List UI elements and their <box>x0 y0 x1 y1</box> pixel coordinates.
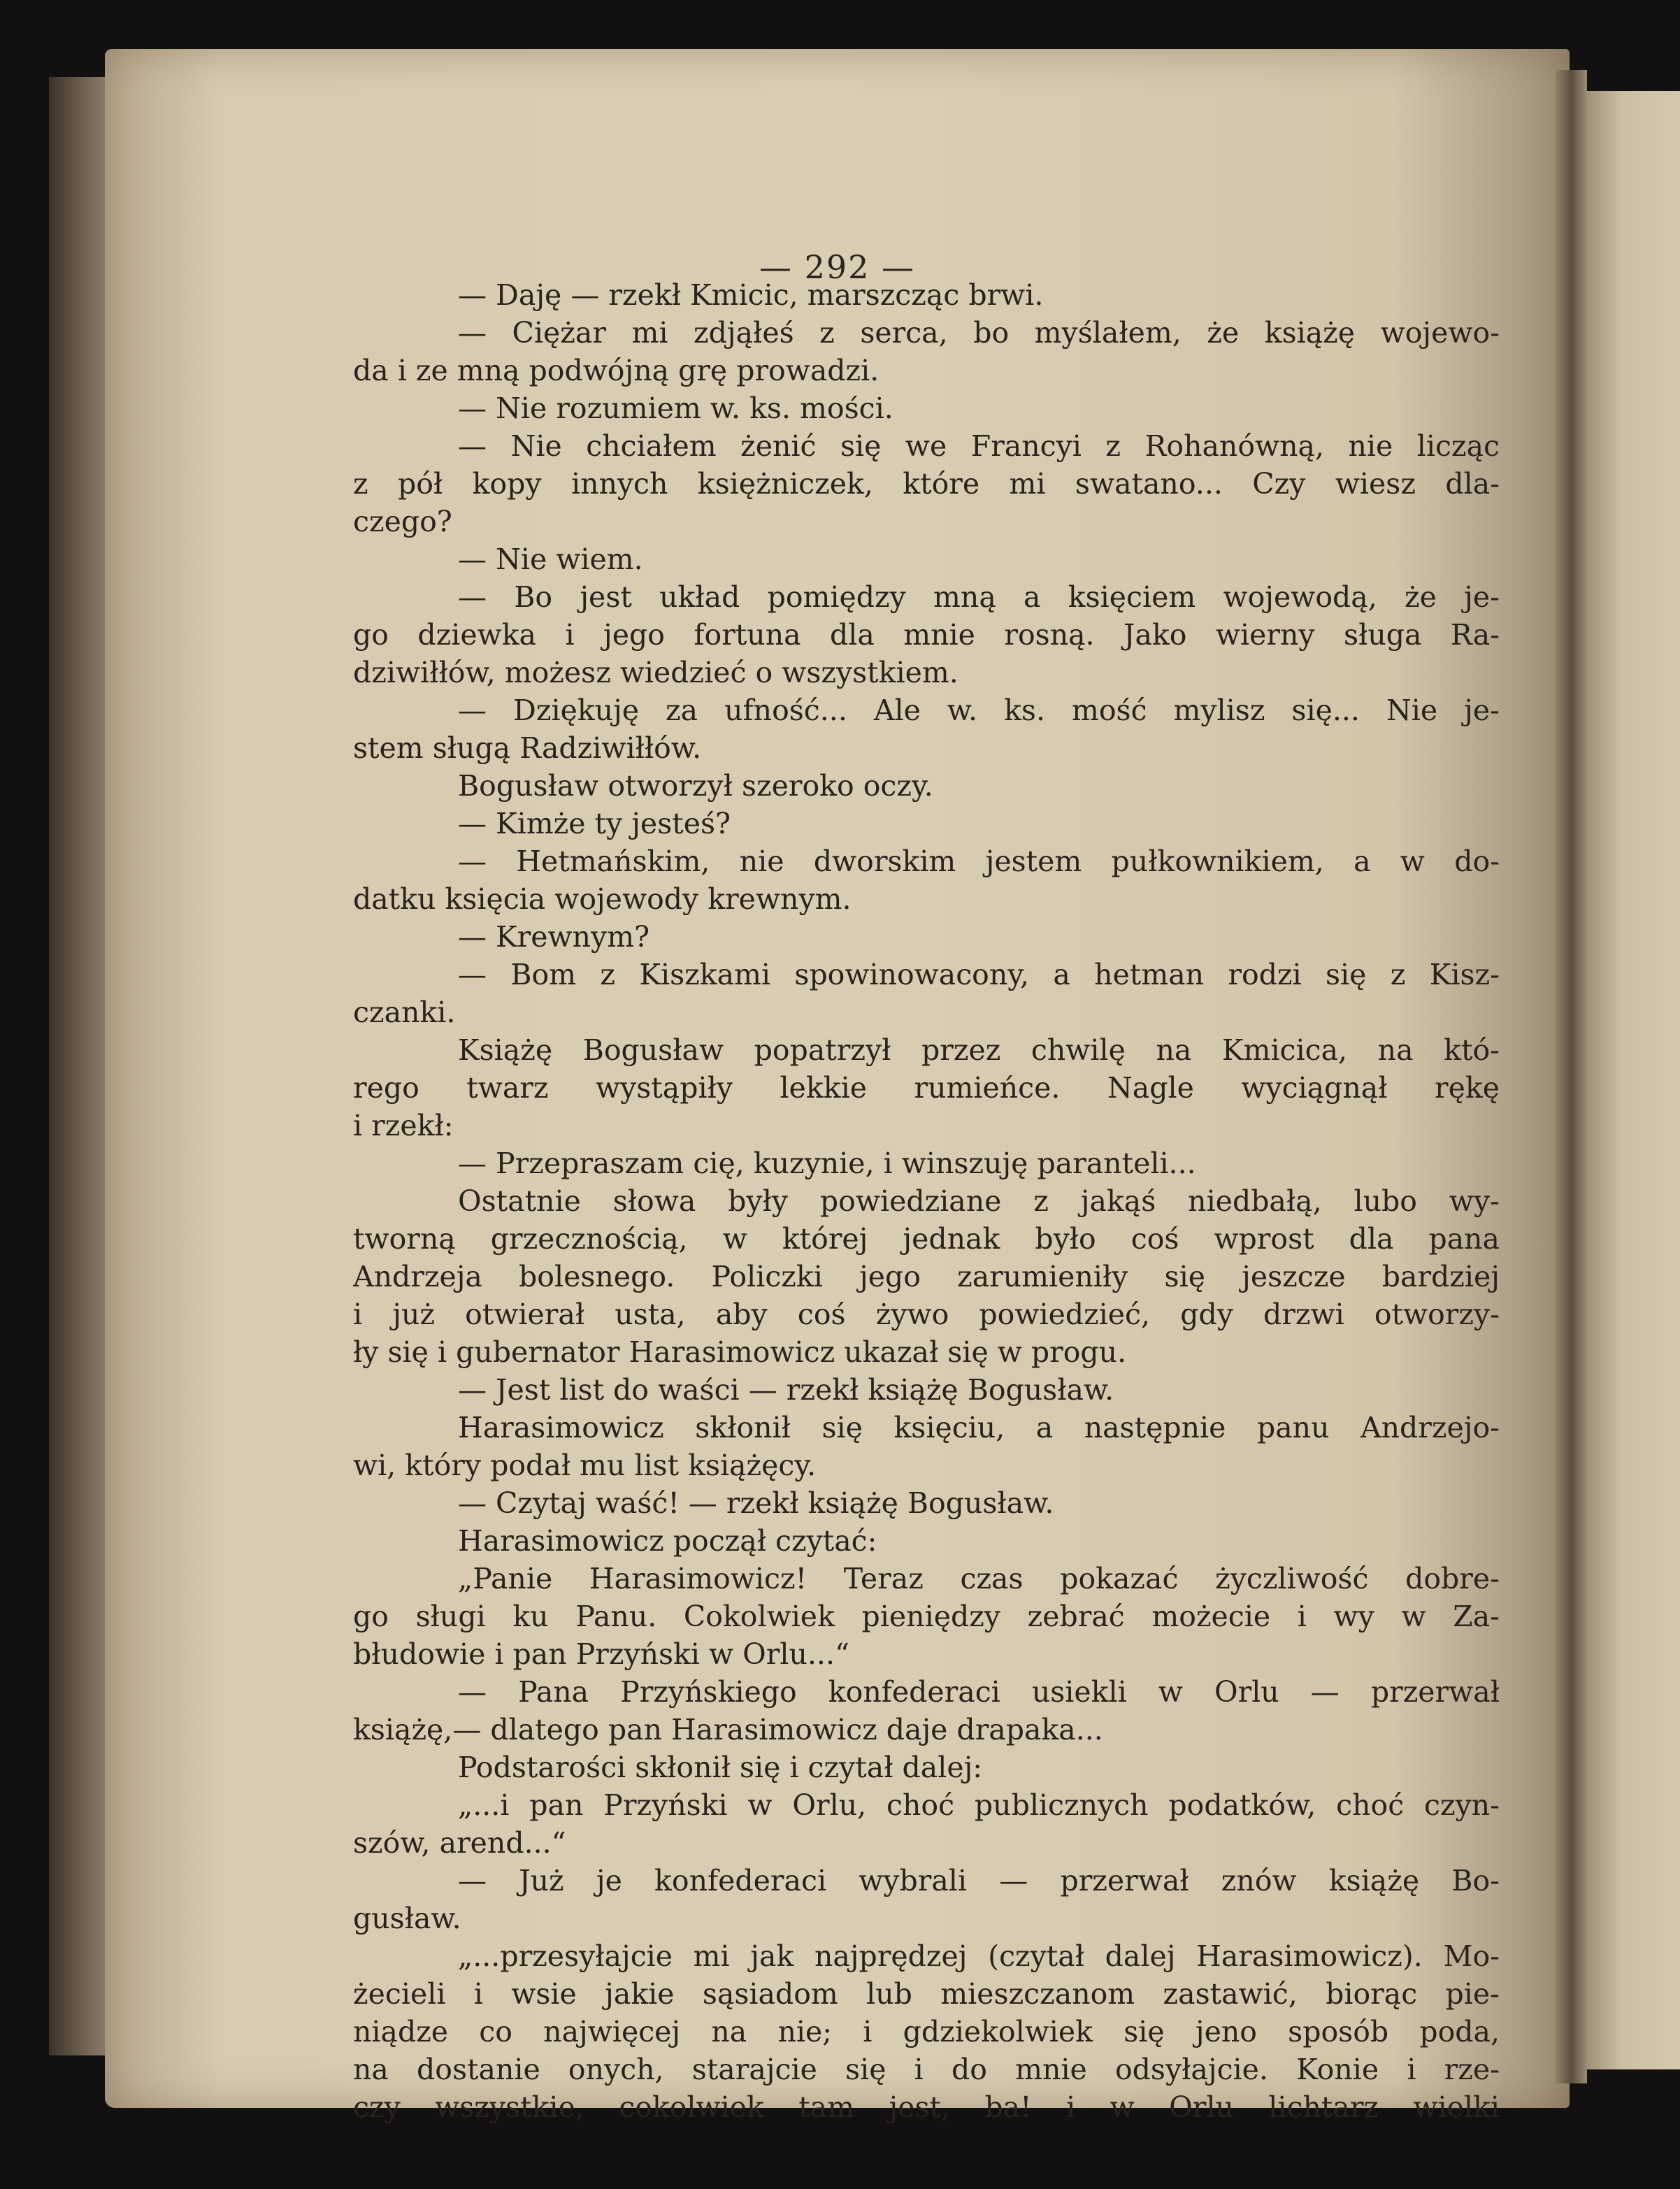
text-line: czego? <box>353 505 452 538</box>
text-line: błudowie i pan Przyński w Orlu...“ <box>353 1637 849 1671</box>
text-line: go dziewka i jego fortuna dla mnie rosną. Jako wierny sługa Ra- <box>353 618 1500 652</box>
text-line: szów, arend...“ <box>353 1826 566 1860</box>
text-line: — Nie rozumiem w. ks. mości. <box>458 392 893 425</box>
text-line: ły się i gubernator Harasimowicz ukazał się w progu. <box>353 1335 1127 1369</box>
text-line: Andrzeja bolesnego. Policzki jego zarumieniły się jeszcze bardziej <box>353 1260 1500 1293</box>
text-line: — Jest list do waści — rzekł książę Bogusław. <box>458 1373 1114 1407</box>
text-line: — Bo jest układ pomiędzy mną a księciem wojewodą, że je- <box>458 580 1500 614</box>
text-line: Harasimowicz skłonił się księciu, a następnie panu Andrzejo- <box>458 1411 1500 1444</box>
text-line: — Pana Przyńskiego konfederaci usiekli w Orlu — przerwał <box>458 1675 1500 1709</box>
text-line: „Panie Harasimowicz! Teraz czas pokazać życzliwość dobre- <box>458 1562 1500 1595</box>
text-line: żecieli i wsie jakie sąsiadom lub mieszczanom zastawić, biorąc pie- <box>353 1977 1500 2011</box>
text-line: Podstarości skłonił się i czytał dalej: <box>458 1751 983 1784</box>
facing-page-edge <box>1584 91 1680 2069</box>
text-line: Książę Bogusław popatrzył przez chwilę na Kmicica, na któ- <box>458 1033 1500 1067</box>
text-line: i rzekł: <box>353 1109 454 1142</box>
text-line: datku księcia wojewody krewnym. <box>353 882 852 916</box>
text-line: na dostanie onych, starajcie się i do mnie odsyłajcie. Konie i rze- <box>353 2053 1500 2086</box>
text-line: Harasimowicz począł czytać: <box>458 1524 877 1558</box>
text-line: i już otwierał usta, aby coś żywo powiedzieć, gdy drzwi otworzy- <box>353 1298 1500 1331</box>
page-text <box>353 276 1500 2126</box>
text-line: Bogusław otworzył szeroko oczy. <box>458 769 933 803</box>
text-line: czanki. <box>353 996 456 1029</box>
text-line: — Ciężar mi zdjąłeś z serca, bo myślałem, że książę wojewo- <box>458 316 1500 350</box>
text-line: książę,— dlatego pan Harasimowicz daje drapaka... <box>353 1713 1103 1746</box>
text-line: — Krewnym? <box>458 920 650 954</box>
text-line: niądze co najwięcej na nie; i gdziekolwiek się jeno sposób poda, <box>353 2015 1500 2048</box>
text-line: wi, który podał mu list książęcy. <box>353 1449 817 1482</box>
text-line: — Bom z Kiszkami spowinowacony, a hetman rodzi się z Kisz- <box>458 958 1500 991</box>
text-line: gusław. <box>353 1902 461 1935</box>
text-line: — Nie wiem. <box>458 543 643 576</box>
page-number: — 292 — <box>759 248 916 286</box>
text-line: — Czytaj waść! — rzekł książę Bogusław. <box>458 1486 1054 1520</box>
text-line: — Przepraszam cię, kuzynie, i winszuję paranteli... <box>458 1147 1196 1180</box>
text-line: — Już je konfederaci wybrali — przerwał znów książę Bo- <box>458 1864 1500 1897</box>
text-line: „...i pan Przyński w Orlu, choć publicznych podatków, choć czyn- <box>458 1788 1500 1822</box>
book-gutter <box>1556 70 1587 2083</box>
text-line: z pół kopy innych księżniczek, które mi swatano... Czy wiesz dla- <box>353 467 1500 501</box>
text-line: go sługi ku Panu. Cokolwiek pieniędzy zebrać możecie i wy w Za- <box>353 1600 1500 1633</box>
text-line: czy wszystkie, cokolwiek tam jest, ba! i w Orlu lichtarz wielki <box>353 2090 1500 2124</box>
text-line: tworną grzecznością, w której jednak było coś wprost dla pana <box>353 1222 1500 1256</box>
text-line: „...przesyłajcie mi jak najprędzej (czytał dalej Harasimowicz). Mo- <box>458 1939 1500 1973</box>
text-line: dziwiłłów, możesz wiedzieć o wszystkiem. <box>353 656 959 689</box>
text-line: da i ze mną podwójną grę prowadzi. <box>353 354 880 387</box>
text-line: Ostatnie słowa były powiedziane z jakąś niedbałą, lubo wy- <box>458 1184 1500 1218</box>
text-line: — Daję — rzekł Kmicic, marszcząc brwi. <box>458 278 1044 312</box>
text-line: — Nie chciałem żenić się we Francyi z Rohanówną, nie licząc <box>458 429 1500 463</box>
text-line: stem sługą Radziwiłłów. <box>353 731 702 765</box>
text-line: — Kimże ty jesteś? <box>458 807 731 840</box>
text-line: — Dziękuję za ufność... Ale w. ks. mość mylisz się... Nie je- <box>458 694 1500 727</box>
text-line: rego twarz wystąpiły lekkie rumieńce. Nagle wyciągnął rękę <box>353 1071 1500 1105</box>
text-line: — Hetmańskim, nie dworskim jestem pułkownikiem, a w do- <box>458 845 1500 878</box>
